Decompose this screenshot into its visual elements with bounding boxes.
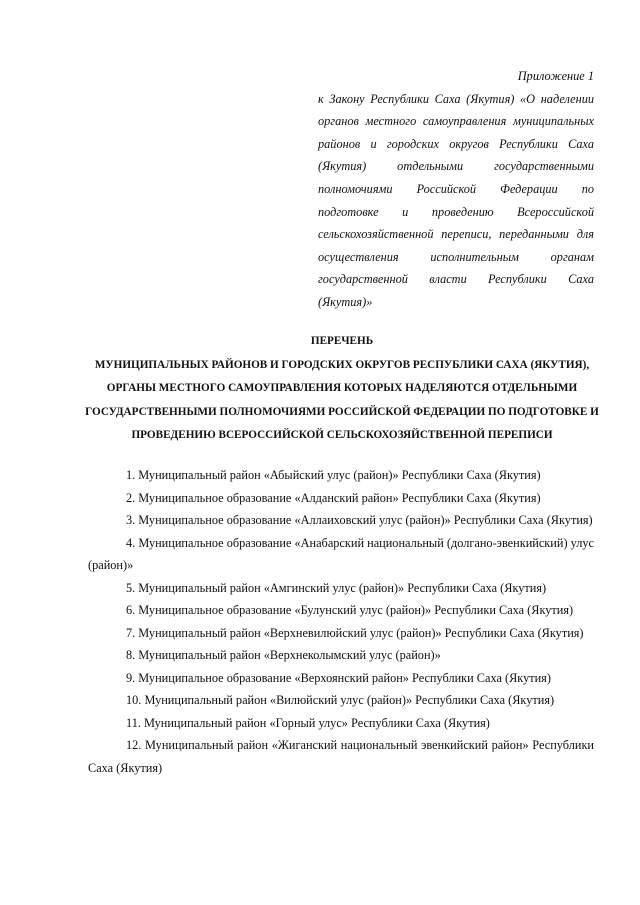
list-item: 4. Муниципальное образование «Анабарский национальный (долгано-эвенкийский) улус (район)» (88, 535, 594, 572)
annex-body: к Закону Республики Саха (Якутия) «О наделении органов местного самоуправления муниципальных районов и городских округов Республики Саха (Якутия) отдельными государственными полномочиями Российской Федерации по подготовке и проведению Всероссийской сельскохозяйственной переписи, переданными для осуществления исполнительным органам государственной власти Республики Саха (Якутия)» (318, 91, 594, 309)
list-item: 9. Муниципальное образование «Верхоянский район» Республики Саха (Якутия) (126, 670, 551, 685)
list-item: 7. Муниципальный район «Верхневилюйский улус (район)» Республики Саха (Якутия) (126, 625, 584, 640)
list-item: 2. Муниципальное образование «Алданский район» Республики Саха (Якутия) (126, 490, 541, 505)
list-item: 10. Муниципальный район «Вилюйский улус (район)» Республики Саха (Якутия) (126, 693, 555, 707)
annex-title: Приложение 1 (517, 69, 594, 83)
districts-list (88, 464, 594, 779)
heading-title: ПЕРЕЧЕНЬ (310, 335, 374, 347)
list-item: 1. Муниципальный район «Абыйский улус (район)» Республики Саха (Якутия) (126, 468, 541, 482)
heading-line: ГОСУДАРСТВЕННЫМИ ПОЛНОМОЧИЯМИ РОССИЙСКОЙ ФЕДЕРАЦИИ ПО ПОДГОТОВКЕ И (85, 405, 599, 418)
list-item: 8. Муниципальный район «Верхнеколымский улус (район)» (126, 648, 441, 662)
list-item: 6. Муниципальное образование «Булунский улус (район)» Республики Саха (Якутия) (126, 603, 574, 617)
list-item: 5. Муниципальный район «Амгинский улус (район)» Республики Саха (Якутия) (126, 580, 547, 595)
heading-line: МУНИЦИПАЛЬНЫХ РАЙОНОВ И ГОРОДСКИХ ОКРУГОВ РЕСПУБЛИКИ САХА (ЯКУТИЯ), (94, 358, 590, 371)
list-item: 11. Муниципальный район «Горный улус» Республики Саха (Якутия) (126, 715, 490, 730)
list-item: 12. Муниципальный район «Жиганский национальный эвенкийский район» Республики Саха (Якутия) (88, 738, 594, 775)
heading-line: ПРОВЕДЕНИЮ ВСЕРОССИЙСКОЙ СЕЛЬСКОХОЗЯЙСТВЕННОЙ ПЕРЕПИСИ (131, 429, 553, 441)
list-item: 3. Муниципальное образование «Аллаиховский улус (район)» Республики Саха (Якутия) (126, 513, 593, 527)
annex-block (318, 65, 594, 314)
document-heading (72, 330, 612, 448)
heading-line: ОРГАНЫ МЕСТНОГО САМОУПРАВЛЕНИЯ КОТОРЫХ НАДЕЛЯЮТСЯ ОТДЕЛЬНЫМИ (106, 382, 578, 394)
